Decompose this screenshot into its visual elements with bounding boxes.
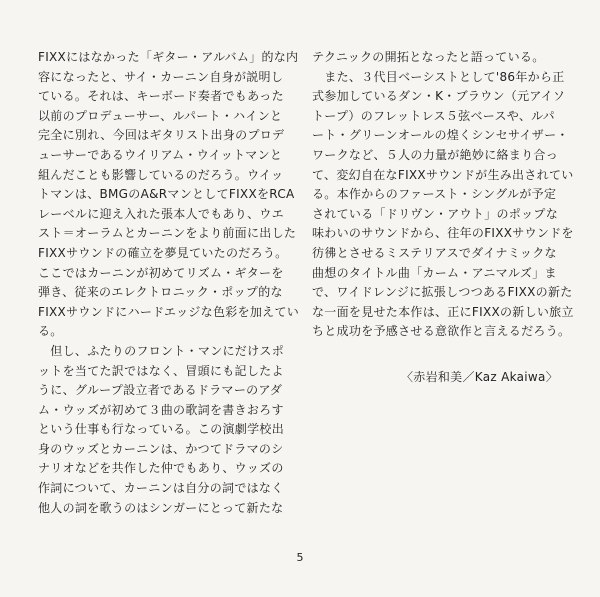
text-line: ワークなど、５人の力量が絶妙に絡まり合っ (312, 147, 559, 162)
text-line: 完全に別れ、今回はギタリスト出身のプロデ (38, 128, 285, 143)
text-line: 味わいのサウンドから、往年のFIXXサウンドを (312, 226, 574, 241)
text-line: 但し、ふたりのフロント・マンにだけスポ (38, 343, 285, 358)
text-line: ている。それは、キーボード奏者でもあった (38, 89, 284, 104)
text-line: 弾き、従来のエレクトロニック・ポップ的な (38, 285, 283, 300)
text-line: ム・ウッズが初めて３曲の歌詞を書きおろす (38, 402, 284, 417)
text-line: されている「ドリヴン・アウト」のポップな (312, 206, 559, 221)
text-line: 曲想のタイトル曲「カーム・アニマルズ」ま (312, 265, 557, 280)
author-byline: 〈赤岩和美／Kaz Akaiwa〉 (400, 370, 558, 384)
text-line: トマンは、BMGのA&RマンとしてFIXXをRCA (38, 187, 295, 202)
text-line: ート・グリーンオールの煌くシンセサイザー・ (312, 128, 569, 143)
text-line: 彷彿とさせるミステリアスでダイナミックな (312, 245, 557, 260)
text-line: ナリオなどを共作した仲でもあり、ウッズの (38, 461, 284, 476)
left-text-column (38, 48, 300, 518)
text-line: という仕事も行なっている。この演劇学校出 (38, 422, 285, 437)
text-line: ューサーであるウイリアム・ウイットマンと (38, 147, 283, 162)
text-line: レーベルに迎え入れた張本人でもあり、ウエ (38, 206, 285, 221)
page-number: 5 (296, 551, 304, 564)
text-line: また、３代目ベーシストとして'86年から正 (312, 69, 565, 84)
text-line: 式参加しているダン・K・ブラウン（元アイソ (312, 89, 566, 104)
text-line: ットを当てた訳ではなく、冒頭にも記したよ (38, 363, 284, 378)
text-line: FIXXサウンドにハードエッジな色彩を加えてい (38, 304, 300, 319)
text-line: FIXXにはなかった「ギター・アルバム」的な内 (38, 50, 299, 64)
text-line: うに、グループ設立者であるドラマーのアダ (38, 383, 283, 398)
text-line: 身のウッズとカーニンは、かつてドラマのシ (38, 441, 284, 456)
text-line: 作詞について、カーニンは自分の詞ではなく (38, 481, 284, 496)
text-line: で、ワイドレンジに拡張しつつあるFIXXの新た (312, 285, 573, 300)
text-line: ここではカーニンが初めてリズム・ギターを (38, 265, 284, 280)
text-line: て、変幻自在なFIXXサウンドが生み出されてい (312, 167, 574, 182)
text-line: る。 (38, 324, 63, 339)
right-text-column (312, 48, 574, 342)
text-line: 組んだことも影響しているのだろう。ウイッ (38, 167, 284, 182)
text-line: 他人の詞を歌うのはシンガーにとって新たな (38, 500, 284, 515)
text-line: テクニックの開拓となったと語っている。 (312, 50, 545, 64)
text-line: 容になったと、サイ・カーニン自身が説明し (38, 69, 284, 84)
text-line: FIXXサウンドの確立を夢見ていたのだろう。 (38, 245, 288, 260)
text-line: る。本作からのファースト・シングルが予定 (312, 187, 557, 202)
text-line: 以前のプロデューサー、ルパート・ハインと (38, 108, 283, 123)
text-line: トープ）のフレットレス５弦ベースや、ルパ (312, 108, 555, 123)
text-line: ちと成功を予感させる意欲作と言えるだろう。 (312, 324, 571, 339)
text-line: スト＝オーラムとカーニンをより前面に出した (38, 226, 297, 241)
text-line: な一面を見せた本作は、正にFIXXの新しい旅立 (312, 304, 574, 319)
